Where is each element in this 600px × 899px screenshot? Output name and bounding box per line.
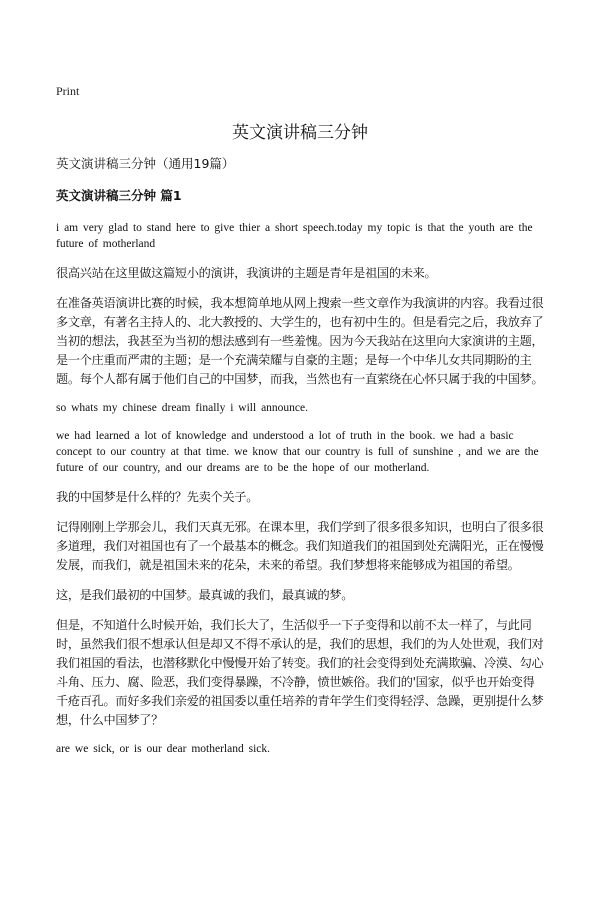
print-label[interactable]: Print [56, 84, 80, 98]
paragraph-zh: 在准备英语演讲比赛的时候，我本想简单地从网上搜索一些文章作为我演讲的内容。我看过很多文章，有著名主持人的、北大教授的、大学生的，也有初中生的。但是看完之后，我放弃了当初的想法，我甚至为当初的想法感到有一些羞愧。因为今天我站在这里向大家演讲的主题，是一个庄重而严肃的主题；是一个充满荣耀与自豪的主题；是每一个中华儿女共同期盼的主题。每个人都有属于他们自己的中国梦，而我，当然也有一直萦绕在心怀只属于我的中国梦。 [56, 296, 544, 386]
page-subtitle: 英文演讲稿三分钟（通用19篇） [56, 156, 235, 171]
article-body [56, 220, 546, 769]
paragraph-zh: 记得刚刚上学那会儿，我们天真无邪。在课本里，我们学到了很多很多知识，也明白了很多很多道理，我们对祖国也有了一个最基本的概念。我们知道我们的祖国到处充满阳光，正在慢慢发展，而我们，就是祖国未来的花朵，未来的希望。我们梦想将来能够成为祖国的希望。 [56, 520, 544, 572]
paragraph-zh: 我的中国梦是什么样的？先卖个关子。 [56, 490, 259, 504]
paragraph-zh: 这，是我们最初的中国梦。最真诚的我们，最真诚的梦。 [56, 588, 354, 602]
paragraph-en: we had learned a lot of knowledge and understood a lot of truth in the book. we had a basic concept to our country at that time. we know that our country is full of sunshine , and we are the future of our country, and our dreams are to be the hope of our motherland. [56, 430, 539, 474]
paragraph-en: so whats my chinese dream finally i will announce. [56, 402, 309, 414]
paragraph-zh: 但是，不知道什么时候开始，我们长大了，生活似乎一下子变得和以前不太一样了，与此同时，虽然我们很不想承认但是却又不得不承认的是，我们的思想，我们的为人处世观，我们对我们祖国的看法，也潜移默化中慢慢开始了转变。我们的社会变得到处充满欺骗、冷漠、勾心斗角、压力、腐、险恶，我们变得暴躁，不冷静，愤世嫉俗。我们的'国家，似乎也开始变得千疮百孔。而好多我们亲爱的祖国委以重任培养的青年学生们变得轻浮、急躁，更别提什么梦想，什么中国梦了？ [56, 618, 544, 727]
paragraph-en: are we sick, or is our dear motherland sick. [56, 743, 270, 755]
paragraph-en: i am very glad to stand here to give thier a short speech.today my topic is that the youth are the future of motherland [56, 222, 533, 250]
paragraph-zh: 很高兴站在这里做这篇短小的演讲，我演讲的主题是青年是祖国的未来。 [56, 266, 437, 280]
page-title: 英文演讲稿三分钟 [232, 123, 368, 143]
section-heading: 英文演讲稿三分钟 篇1 [56, 188, 182, 203]
